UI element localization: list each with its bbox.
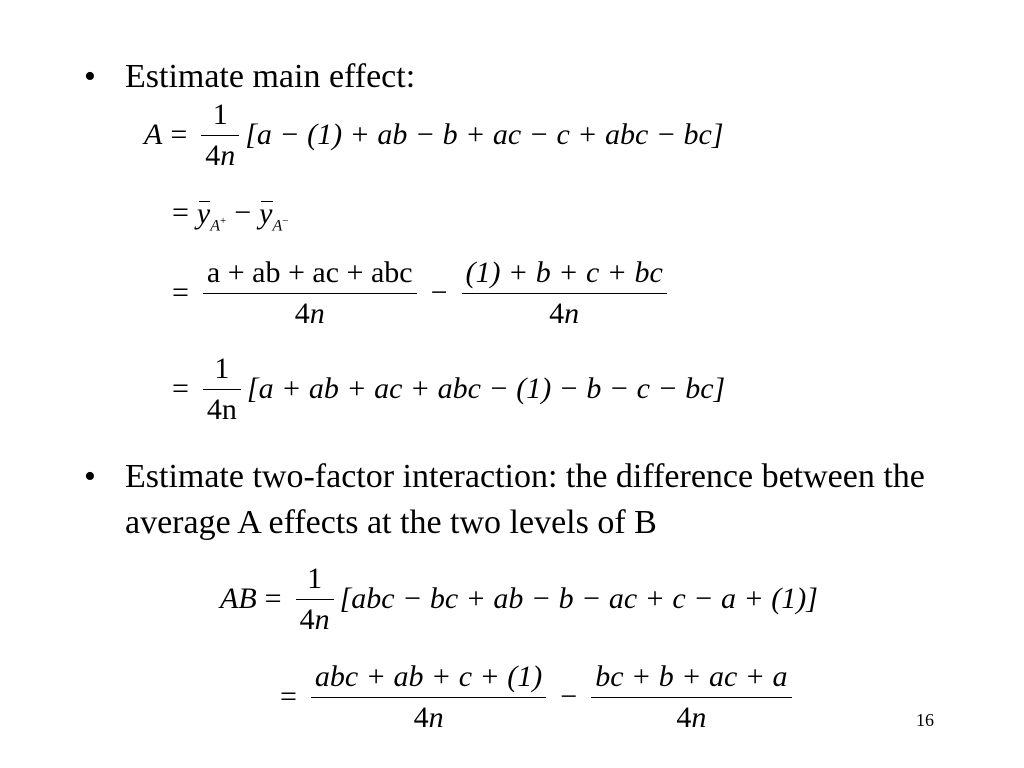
fraction-a-plus <box>203 256 417 331</box>
eq-equals: = <box>280 680 297 713</box>
equation-split-fractions <box>164 248 673 338</box>
frac-denominator: 4n <box>462 293 667 331</box>
frac-numerator: bc + b + ac + a <box>595 659 788 693</box>
eq-lhs: A <box>144 118 163 151</box>
y-bar-a-minus: y <box>259 197 273 230</box>
y-bar-a-plus: y <box>196 197 211 230</box>
equation-combined <box>164 344 725 434</box>
eq-equals: = <box>172 196 189 229</box>
bullet-text: Estimate two-factor interaction: the difference between the average A effects at the two levels of B <box>125 458 925 541</box>
bullet-text: Estimate main effect: <box>125 58 416 95</box>
eq-fraction <box>296 562 334 637</box>
eq-bracket-terms: [abc − bc + ab − b − ac + c − a + (1)] <box>339 582 818 615</box>
fraction-first <box>311 660 546 735</box>
eq-minus: − <box>560 680 578 713</box>
frac-numerator: 1 <box>214 351 230 385</box>
eq-fraction <box>201 98 239 173</box>
frac-numerator: (1) + b + c + bc <box>465 255 663 289</box>
subscript-a-plus: A+ <box>210 214 227 235</box>
equation-mean-difference <box>164 168 289 258</box>
frac-numerator: 1 <box>212 97 228 131</box>
eq-bracket-terms: [a + ab + ac + abc − (1) − b − c − bc] <box>246 372 726 405</box>
eq-fraction <box>203 352 241 427</box>
frac-numerator: a + ab + ac + abc <box>206 255 413 289</box>
eq-equals: = <box>172 372 189 405</box>
frac-numerator: 1 <box>307 561 323 595</box>
frac-numerator: abc + ab + c + (1) <box>314 659 543 693</box>
frac-denominator: 4n <box>591 697 791 735</box>
eq-equals: = <box>170 118 188 151</box>
bullet-item-interaction <box>84 454 925 546</box>
eq-minus: − <box>234 196 252 229</box>
equation-main-effect <box>144 90 724 180</box>
frac-denominator: 4n <box>296 599 334 637</box>
eq-lhs: AB <box>220 582 257 615</box>
eq-minus: − <box>430 276 448 309</box>
equation-interaction <box>220 554 818 644</box>
frac-denominator: 4n <box>203 389 241 427</box>
bullet-icon: • <box>84 458 96 495</box>
eq-bracket-terms: [a − (1) + ab − b + ac − c + abc − bc] <box>245 118 724 151</box>
fraction-a-minus <box>462 256 667 331</box>
eq-equals: = <box>172 276 189 309</box>
frac-denominator: 4n <box>311 697 546 735</box>
bullet-icon: • <box>84 58 96 95</box>
frac-denominator: 4n <box>203 293 417 331</box>
page-number: 16 <box>916 710 934 730</box>
eq-equals: = <box>264 582 282 615</box>
subscript-a-minus: A− <box>272 214 289 235</box>
equation-interaction-split <box>272 652 798 742</box>
frac-denominator: 4n <box>201 135 239 173</box>
fraction-second <box>591 660 791 735</box>
